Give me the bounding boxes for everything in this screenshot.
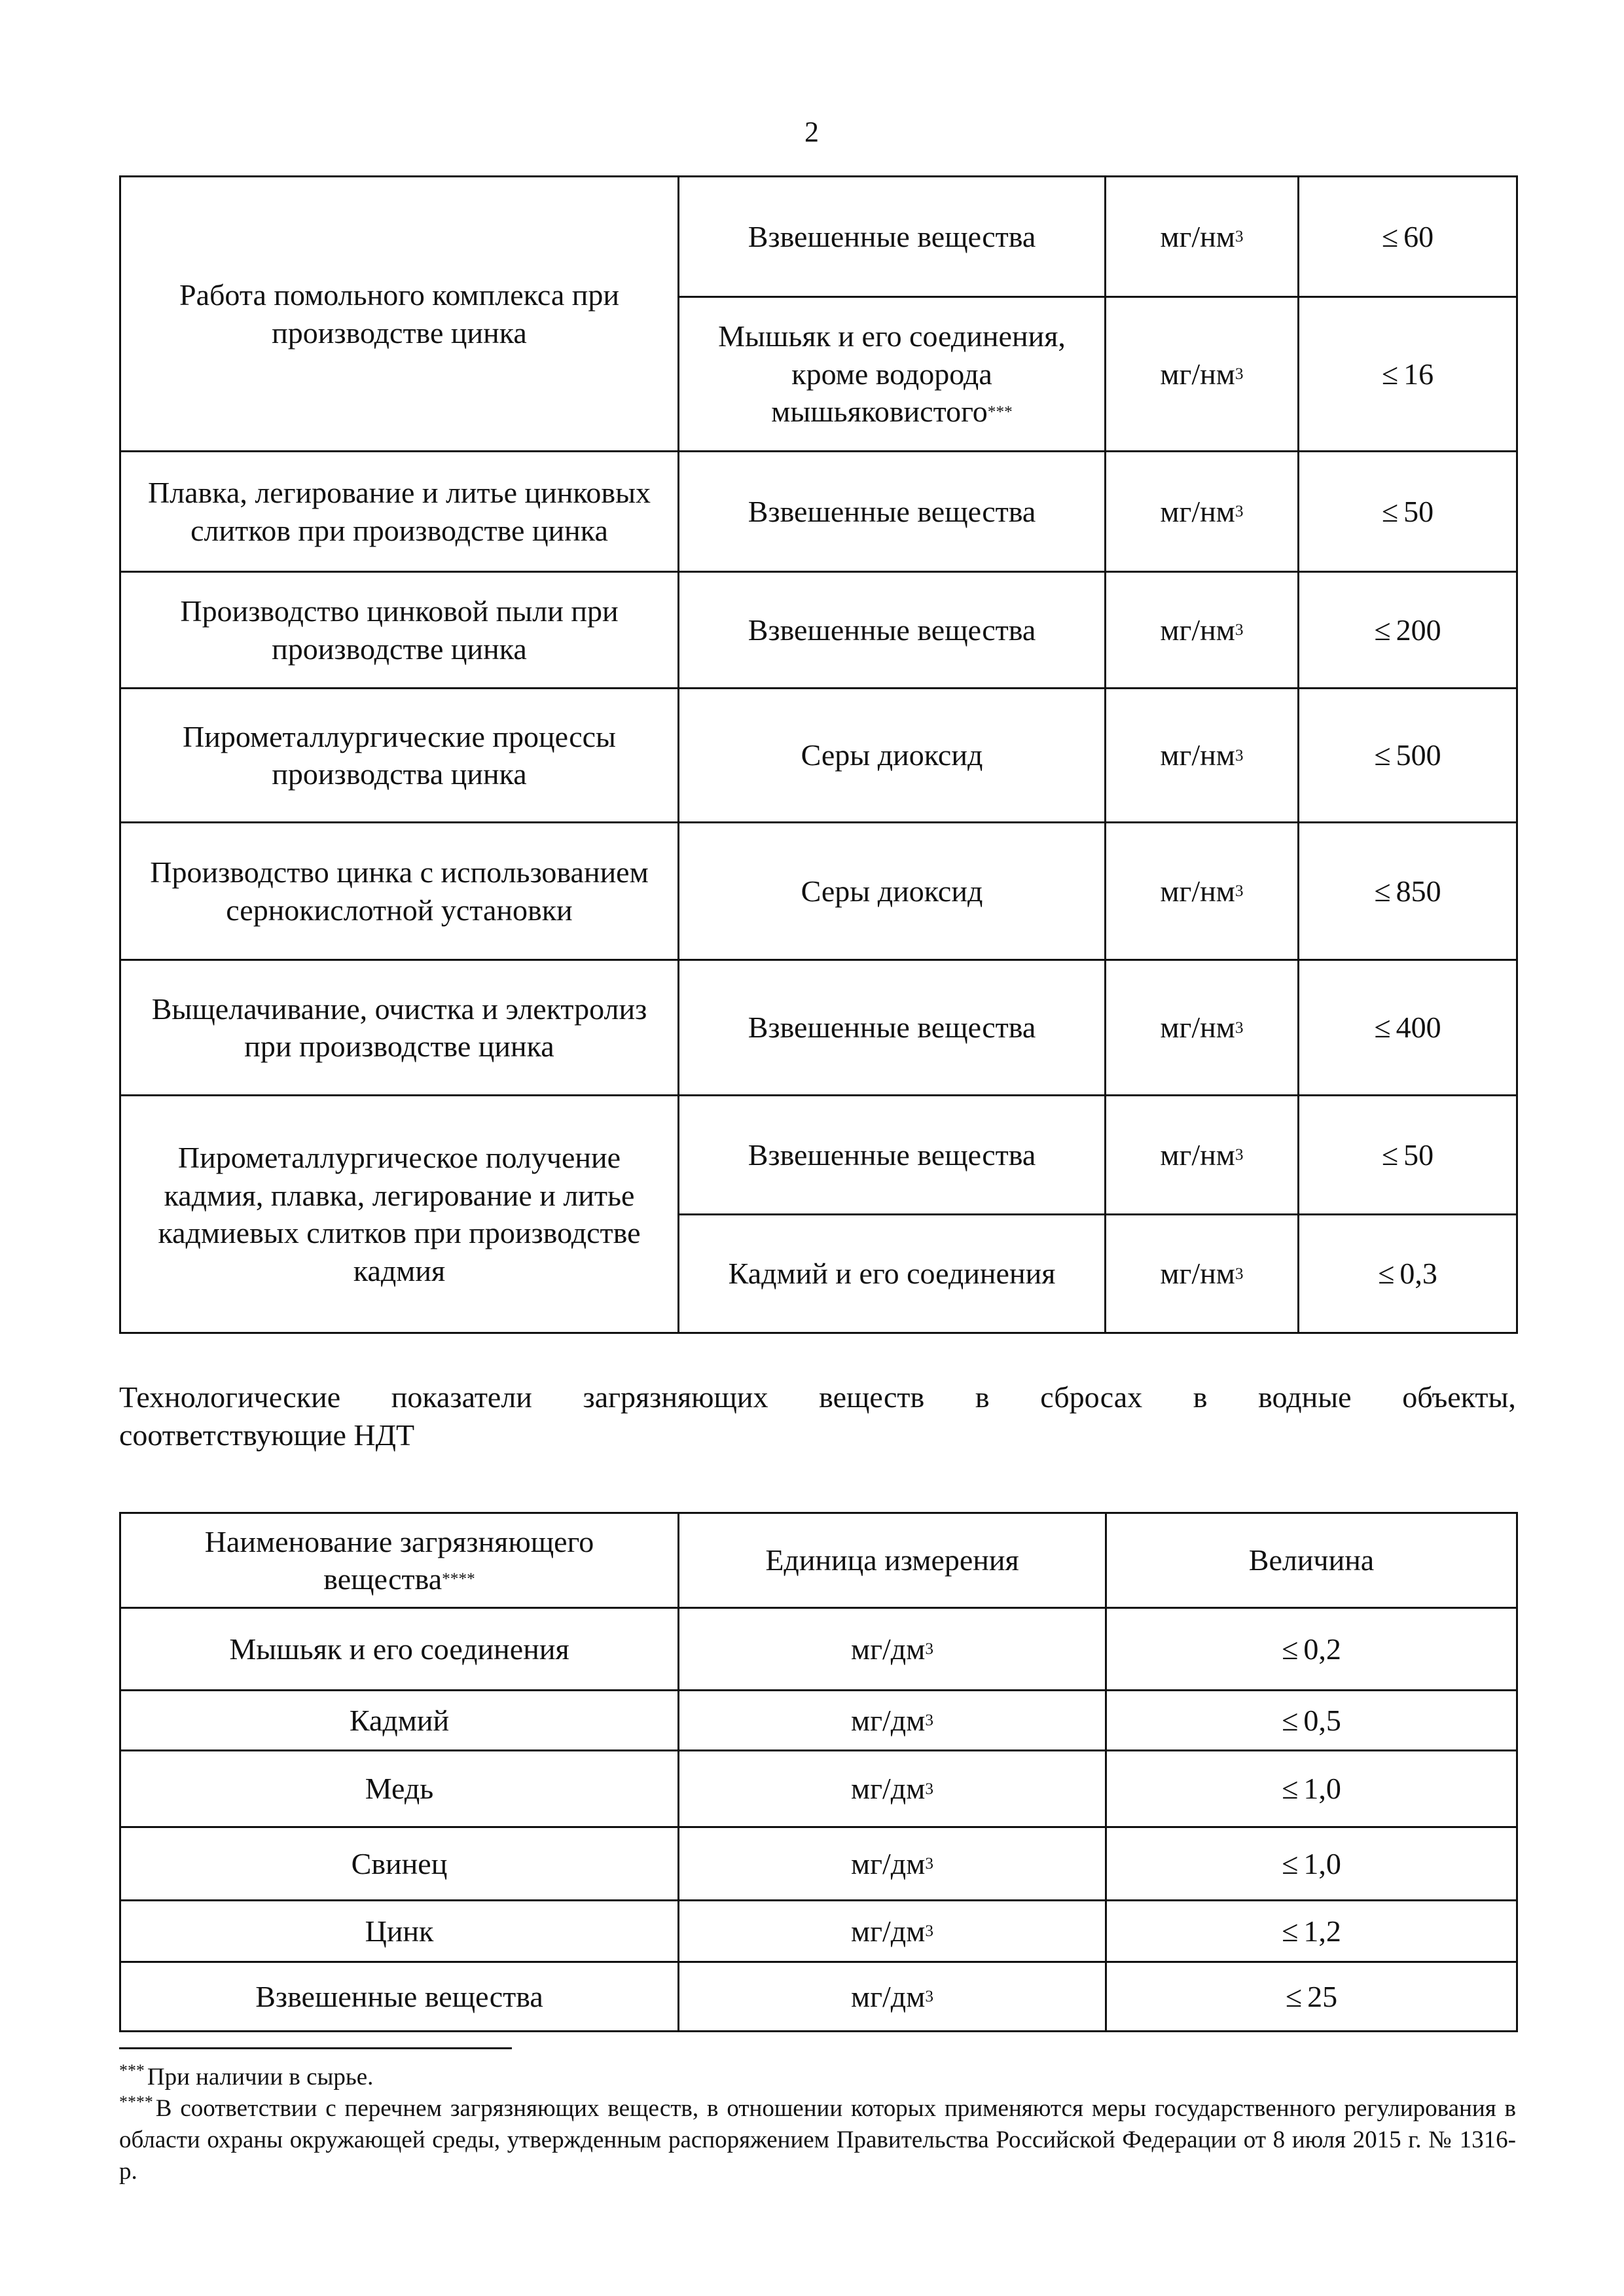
title-word: в [1193,1380,1208,1414]
value-cell [1299,689,1517,823]
header-name [120,1513,679,1608]
footnote [119,2062,1516,2093]
unit-exponent: 3 [925,1711,933,1730]
unit-cell [1106,689,1299,823]
table-row [120,823,1517,960]
unit-cell [1106,1096,1299,1215]
value-cell [1299,960,1517,1096]
value: 1,0 [1303,1772,1341,1806]
unit-exponent: 3 [1235,365,1244,384]
unit-exponent: 3 [925,1640,933,1659]
unit-base: мг/нм [1160,874,1235,908]
unit-base: мг/дм [851,1846,926,1880]
pollutant-cell [679,297,1106,452]
unit-cell [679,1608,1106,1691]
title-line-1 [119,1378,1516,1416]
table-row [120,177,1517,297]
name-cell: Кадмий [120,1691,679,1751]
value-cell [1106,1691,1517,1751]
unit-exponent: 3 [1235,1018,1244,1037]
unit-cell [679,1691,1106,1751]
name-cell: Медь [120,1751,679,1827]
table-row [120,1901,1517,1962]
unit-cell [1106,1215,1299,1333]
value: 400 [1396,1011,1441,1045]
water-section-title [119,1378,1516,1454]
comparison-sign: ≤ [1282,1632,1299,1666]
pollutant-cell: Кадмий и его соединения [679,1215,1106,1333]
unit-cell [1106,452,1299,572]
value-cell [1106,1751,1517,1827]
footnote-divider [119,2047,512,2049]
table-row [120,1608,1517,1691]
comparison-sign: ≤ [1374,1011,1391,1045]
unit-base: мг/дм [851,1703,926,1737]
value: 200 [1396,613,1441,647]
pollutant-cell: Взвешенные вещества [679,452,1106,572]
unit-base: мг/нм [1160,1257,1235,1291]
value: 1,2 [1303,1914,1341,1948]
value-cell [1299,1096,1517,1215]
unit-base: мг/дм [851,1914,926,1948]
unit-exponent: 3 [925,1987,933,2006]
pollutant-cell: Взвешенные вещества [679,1096,1106,1215]
comparison-sign: ≤ [1381,494,1399,528]
unit-exponent: 3 [1235,227,1244,246]
unit-exponent: 3 [1235,620,1244,639]
table-row [120,1962,1517,2032]
value-cell [1299,297,1517,452]
value: 60 [1403,219,1434,253]
title-word: веществ [819,1380,925,1414]
comparison-sign: ≤ [1381,219,1399,253]
value: 0,2 [1303,1632,1341,1666]
unit-base: мг/нм [1160,1011,1235,1045]
pollutant-cell: Серы диоксид [679,689,1106,823]
process-cell: Плавка, легирование и литье цинковых слитков при производстве цинка [120,452,679,572]
name-cell: Свинец [120,1827,679,1901]
unit-cell [1106,572,1299,689]
footnote-mark: **** [119,2092,153,2111]
unit-base: мг/нм [1160,738,1235,772]
comparison-sign: ≤ [1378,1257,1395,1291]
unit-exponent: 3 [1235,1264,1244,1283]
title-word: загрязняющих [583,1380,768,1414]
comparison-sign: ≤ [1374,738,1391,772]
unit-cell [1106,297,1299,452]
unit-base: мг/дм [851,1772,926,1806]
table-row [120,1827,1517,1901]
comparison-sign: ≤ [1282,1703,1299,1737]
comparison-sign: ≤ [1282,1914,1299,1948]
value: 16 [1403,357,1434,391]
value: 500 [1396,738,1441,772]
value: 1,0 [1303,1846,1341,1880]
pollutant-cell: Взвешенные вещества [679,572,1106,689]
comparison-sign: ≤ [1381,357,1399,391]
air-emissions-table [119,175,1518,1334]
comparison-sign: ≤ [1374,613,1391,647]
header-name-text: Наименование загрязняющего вещества [204,1524,594,1596]
unit-base: мг/нм [1160,613,1235,647]
pollutant-cell: Взвешенные вещества [679,177,1106,297]
title-word: объекты, [1402,1380,1516,1414]
unit-exponent: 3 [1235,882,1244,901]
unit-exponent: 3 [925,1922,933,1941]
process-cell: Работа помольного комплекса при производстве цинка [120,177,679,452]
name-cell: Цинк [120,1901,679,1962]
footnote-mark: *** [119,2060,145,2080]
footnote-ref: **** [442,1570,475,1588]
comparison-sign: ≤ [1282,1772,1299,1806]
value-cell [1299,177,1517,297]
comparison-sign: ≤ [1282,1846,1299,1880]
unit-cell [679,1901,1106,1962]
process-cell: Выщелачивание, очистка и электролиз при производстве цинка [120,960,679,1096]
header-row [120,1513,1517,1608]
pollutant-text: Мышьяк и его соединения, кроме водорода мышьяковистого [718,319,1066,429]
unit-base: мг/нм [1160,1138,1235,1172]
unit-cell [679,1751,1106,1827]
page-number: 2 [804,116,819,148]
value-cell [1106,1901,1517,1962]
table-row [120,1096,1517,1215]
unit-cell [679,1827,1106,1901]
unit-base: мг/нм [1160,494,1235,528]
value: 0,3 [1399,1257,1437,1291]
value: 50 [1403,1138,1434,1172]
value: 50 [1403,494,1434,528]
title-word: показатели [391,1380,532,1414]
table-row [120,1691,1517,1751]
pollutant-cell: Серы диоксид [679,823,1106,960]
comparison-sign: ≤ [1381,1138,1399,1172]
unit-base: мг/нм [1160,357,1235,391]
comparison-sign: ≤ [1374,874,1391,908]
pollutant-cell: Взвешенные вещества [679,960,1106,1096]
process-cell: Производство цинка с использованием сернокислотной установки [120,823,679,960]
title-word: в [975,1380,990,1414]
value-cell [1106,1827,1517,1901]
title-word: Технологические [119,1380,341,1414]
footnote-ref: *** [987,402,1013,421]
table-row [120,572,1517,689]
unit-base: мг/нм [1160,219,1235,253]
unit-exponent: 3 [1235,745,1244,764]
unit-cell [1106,823,1299,960]
title-word: водные [1258,1380,1352,1414]
unit-cell [679,1962,1106,2032]
water-discharge-table [119,1512,1518,2032]
title-line-2: соответствующие НДТ [119,1418,415,1452]
footnote [119,2093,1516,2187]
unit-exponent: 3 [925,1779,933,1798]
header-unit: Единица измерения [679,1513,1106,1608]
footnote-text: При наличии в сырье. [147,2064,374,2090]
process-cell: Пирометаллургическое получение кадмия, плавка, легирование и литье кадмиевых слитков при производстве кадмия [120,1096,679,1333]
value-cell [1106,1962,1517,2032]
value: 0,5 [1303,1703,1341,1737]
title-word: сбросах [1040,1380,1143,1414]
value: 25 [1307,1979,1338,2013]
unit-exponent: 3 [1235,1145,1244,1164]
process-cell: Пирометаллургические процессы производства цинка [120,689,679,823]
process-cell: Производство цинковой пыли при производстве цинка [120,572,679,689]
unit-base: мг/дм [851,1979,926,2013]
value-cell [1299,452,1517,572]
unit-cell [1106,960,1299,1096]
footnotes [119,2062,1516,2187]
value-cell [1299,572,1517,689]
table-row [120,960,1517,1096]
unit-exponent: 3 [925,1854,933,1873]
name-cell: Взвешенные вещества [120,1962,679,2032]
table-row [120,452,1517,572]
table-row [120,689,1517,823]
value: 850 [1396,874,1441,908]
unit-exponent: 3 [1235,502,1244,521]
name-cell: Мышьяк и его соединения [120,1608,679,1691]
value-cell [1299,823,1517,960]
footnote-text: В соответствии с перечнем загрязняющих веществ, в отношении которых применяются меры государственного регулирования в области охраны окружающей среды, утвержденным распоряжением Правительства Российской Федерации от 8 июля 2015 г. № 1316-р. [119,2095,1516,2185]
table-row [120,1751,1517,1827]
comparison-sign: ≤ [1285,1979,1303,2013]
unit-base: мг/дм [851,1632,926,1666]
header-value: Величина [1106,1513,1517,1608]
unit-cell [1106,177,1299,297]
value-cell [1299,1215,1517,1333]
value-cell [1106,1608,1517,1691]
